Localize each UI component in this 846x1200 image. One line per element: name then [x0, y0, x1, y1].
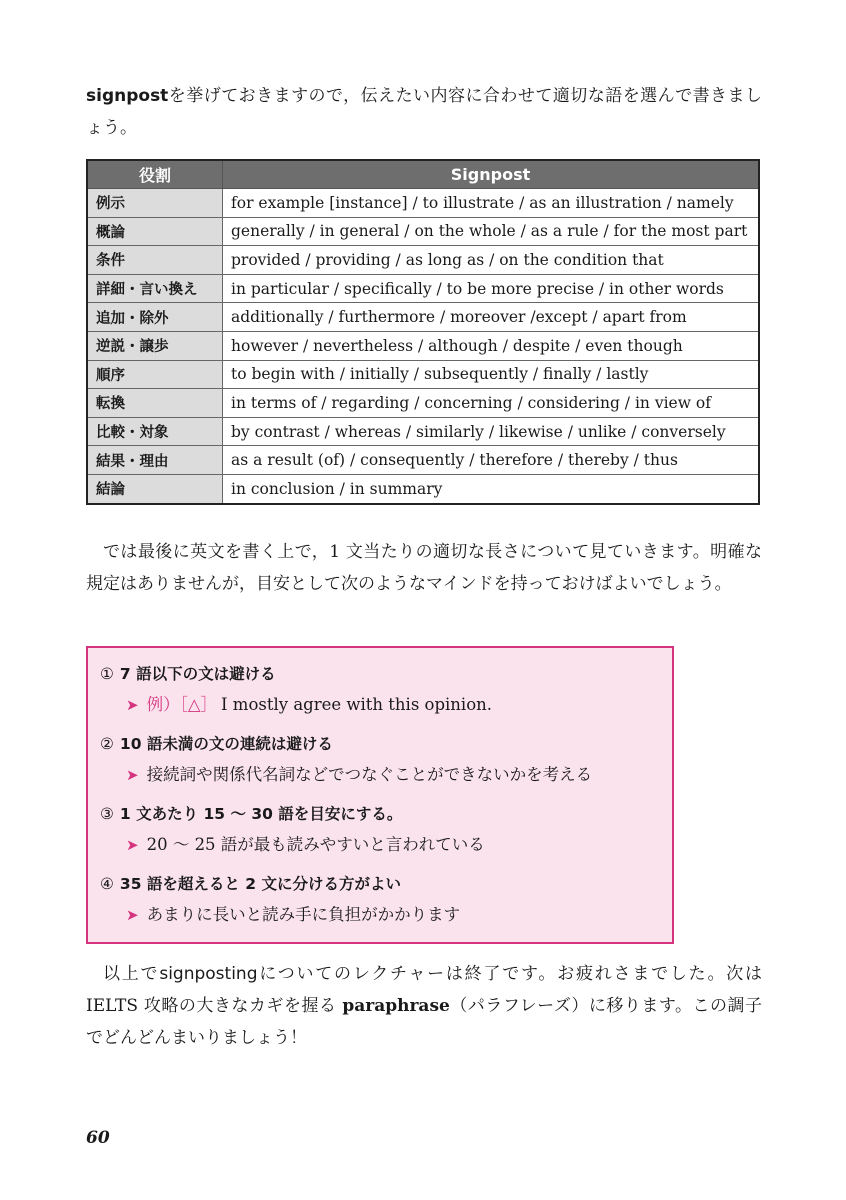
rule-title: 10 語未満の文の連続は避ける	[119, 735, 333, 753]
rule-item	[100, 732, 592, 788]
signpost-cell: provided / providing / as long as / on the condition that	[223, 246, 760, 275]
arrowhead-right-icon: ➤	[126, 836, 139, 854]
role-cell: 逆説・譲歩	[87, 331, 223, 360]
rule-sub: 20 ～ 25 語が最も読みやすいと言われている	[146, 835, 485, 854]
rules-box	[86, 646, 674, 944]
table-row	[87, 474, 759, 503]
role-cell: 結論	[87, 474, 223, 503]
arrowhead-right-icon: ➤	[126, 696, 139, 714]
signpost-cell: in particular / specifically / to be more precise / in other words	[223, 274, 760, 303]
closing-text-after: （パラフレーズ）に移ります。この調子でどんどんまいりましょう！	[86, 996, 762, 1048]
rule-item	[100, 662, 492, 718]
signpost-cell: by contrast / whereas / similarly / likewise / unlike / conversely	[223, 417, 760, 446]
arrowhead-right-icon: ➤	[126, 766, 139, 784]
table-row	[87, 303, 759, 332]
paraphrase-keyword: paraphrase	[342, 996, 450, 1016]
rule-sub: あまりに長いと読み手に負担がかかります	[146, 905, 461, 924]
rule-item	[100, 802, 485, 858]
signpost-cell: as a result (of) / consequently / therefore / thereby / thus	[223, 446, 760, 475]
table-row	[87, 274, 759, 303]
closing-text-middle: についてのレクチャーは終了です。お疲れさまでした。次は IELTS 攻略の大きなカギを握る	[86, 964, 763, 1016]
role-cell: 概論	[87, 217, 223, 246]
intro-text: を挙げておきますので，伝えたい内容に合わせて適切な語を選んで書きましょう。	[86, 86, 762, 138]
rule-title: 7 語以下の文は避ける	[119, 665, 276, 683]
table-row	[87, 417, 759, 446]
sentence-length-paragraph: では最後に英文を書く上で，1 文当たりの適切な長さについて見ていきます。明確な規定はありませんが，目安として次のようなマインドを持っておけばよいでしょう。	[86, 542, 762, 594]
intro-paragraph	[86, 80, 762, 144]
table-row	[87, 189, 759, 218]
signpost-cell: to begin with / initially / subsequently / finally / lastly	[223, 360, 760, 389]
table-row	[87, 360, 759, 389]
rule-number: ②	[100, 735, 114, 753]
signpost-cell: generally / in general / on the whole / as a rule / for the most part	[223, 217, 760, 246]
table-row	[87, 217, 759, 246]
role-cell: 結果・理由	[87, 446, 223, 475]
header-signpost: Signpost	[223, 160, 760, 189]
signpost-cell: additionally / furthermore / moreover /except / apart from	[223, 303, 760, 332]
role-cell: 比較・対象	[87, 417, 223, 446]
role-cell: 転換	[87, 389, 223, 418]
signpost-cell: in terms of / regarding / concerning / considering / in view of	[223, 389, 760, 418]
signpost-table	[86, 159, 760, 505]
table-row	[87, 389, 759, 418]
example-label: 例）［△］	[146, 695, 218, 714]
role-cell: 例示	[87, 189, 223, 218]
table-row	[87, 331, 759, 360]
rule-number: ③	[100, 805, 114, 823]
signpost-cell: in conclusion / in summary	[223, 474, 760, 503]
signpost-cell: for example [instance] / to illustrate / as an illustration / namely	[223, 189, 760, 218]
rule-sub: I mostly agree with this opinion.	[221, 695, 493, 714]
role-cell: 詳細・言い換え	[87, 274, 223, 303]
role-cell: 条件	[87, 246, 223, 275]
rule-sub: 接続詞や関係代名詞などでつなぐことができないかを考える	[146, 765, 593, 784]
table-header-row	[87, 160, 759, 189]
arrowhead-right-icon: ➤	[126, 906, 139, 924]
closing-text-before: 以上で	[103, 964, 160, 984]
table-row	[87, 446, 759, 475]
signposting-keyword: signposting	[159, 964, 258, 984]
rule-number: ④	[100, 875, 114, 893]
rule-title: 35 語を超えると 2 文に分ける方がよい	[119, 875, 401, 893]
role-cell: 順序	[87, 360, 223, 389]
header-role: 役割	[87, 160, 223, 189]
role-cell: 追加・除外	[87, 303, 223, 332]
rule-item	[100, 872, 460, 928]
rule-number: ①	[100, 665, 114, 683]
closing-paragraph	[86, 958, 762, 1054]
table-row	[87, 246, 759, 275]
signpost-keyword: signpost	[86, 86, 169, 106]
rule-title: 1 文あたり 15 ～ 30 語を目安にする。	[119, 805, 403, 823]
signpost-cell: however / nevertheless / although / despite / even though	[223, 331, 760, 360]
page-number: 60	[86, 1128, 110, 1148]
